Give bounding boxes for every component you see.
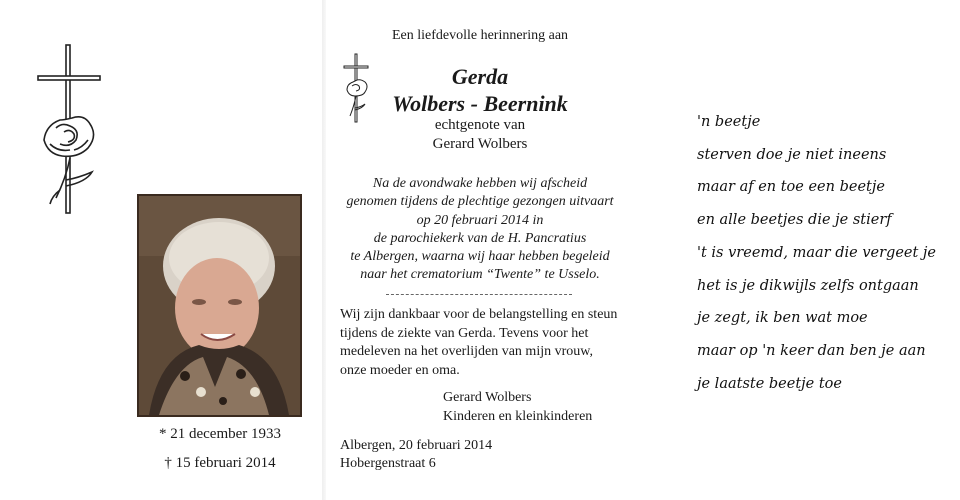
intro-text: Een liefdevolle herinnering aan xyxy=(391,28,569,43)
poem-line: 'n beetje xyxy=(697,114,761,130)
poem xyxy=(697,106,947,400)
farewell-line: naar het crematorium “Twente” te Usselo. xyxy=(360,267,600,283)
farewell-paragraph xyxy=(330,175,630,285)
deceased-surname: Wolbers - Beernink xyxy=(392,91,568,116)
cross-with-rose-icon xyxy=(30,40,110,220)
poem-line: en alle beetjes die je stierf xyxy=(697,212,892,229)
signature-line: Gerard Wolbers xyxy=(443,390,532,405)
spouse-name: Gerard Wolbers xyxy=(432,136,528,152)
poem-line: 't is vreemd, maar die vergeet je xyxy=(697,244,936,261)
thanks-line: medeleven na het overlijden van mijn vrouw, xyxy=(340,344,593,359)
farewell-line: de parochiekerk van de H. Pancratius xyxy=(373,230,587,246)
place-and-address xyxy=(340,437,492,473)
poem-line: maar op 'n keer dan ben je aan xyxy=(697,342,926,359)
poem-line: sterven doe je niet ineens xyxy=(697,146,887,163)
death-date: † 15 februari 2014 xyxy=(164,455,276,471)
thanks-line: Wij zijn dankbaar voor de belangstelling en steun xyxy=(340,307,618,322)
portrait-photo xyxy=(137,194,302,417)
thanks-line: onze moeder en oma. xyxy=(340,362,460,378)
fold-line xyxy=(322,0,326,500)
birth-date: * 21 december 1933 xyxy=(158,426,282,442)
poem-line: maar af en toe een beetje xyxy=(697,179,885,196)
spouse-label: echtgenote van xyxy=(434,117,526,133)
place-date: Albergen, 20 februari 2014 xyxy=(340,438,493,453)
deceased-first-name: Gerda xyxy=(451,64,509,89)
signatures xyxy=(443,388,592,426)
farewell-line: genomen tijdens de plechtige gezongen uitvaart xyxy=(346,194,614,210)
poem-line: het is je dikwijls zelfs ontgaan xyxy=(697,277,919,294)
thanks-line: tijdens de ziekte van Gerda. Tevens voor het xyxy=(340,325,589,341)
signature-line: Kinderen en kleinkinderen xyxy=(443,409,593,424)
farewell-line: te Albergen, waarna wij haar hebben begeleid xyxy=(350,249,610,265)
farewell-line: Na de avondwake hebben wij afscheid xyxy=(372,176,588,191)
dashed-separator xyxy=(386,294,572,295)
poem-line: je zegt, ik ben wat moe xyxy=(697,310,868,327)
farewell-line: op 20 februari 2014 in xyxy=(416,212,544,228)
thanks-paragraph xyxy=(340,306,625,380)
address: Hobergenstraat 6 xyxy=(340,456,436,471)
poem-line: je laatste beetje toe xyxy=(697,375,842,392)
